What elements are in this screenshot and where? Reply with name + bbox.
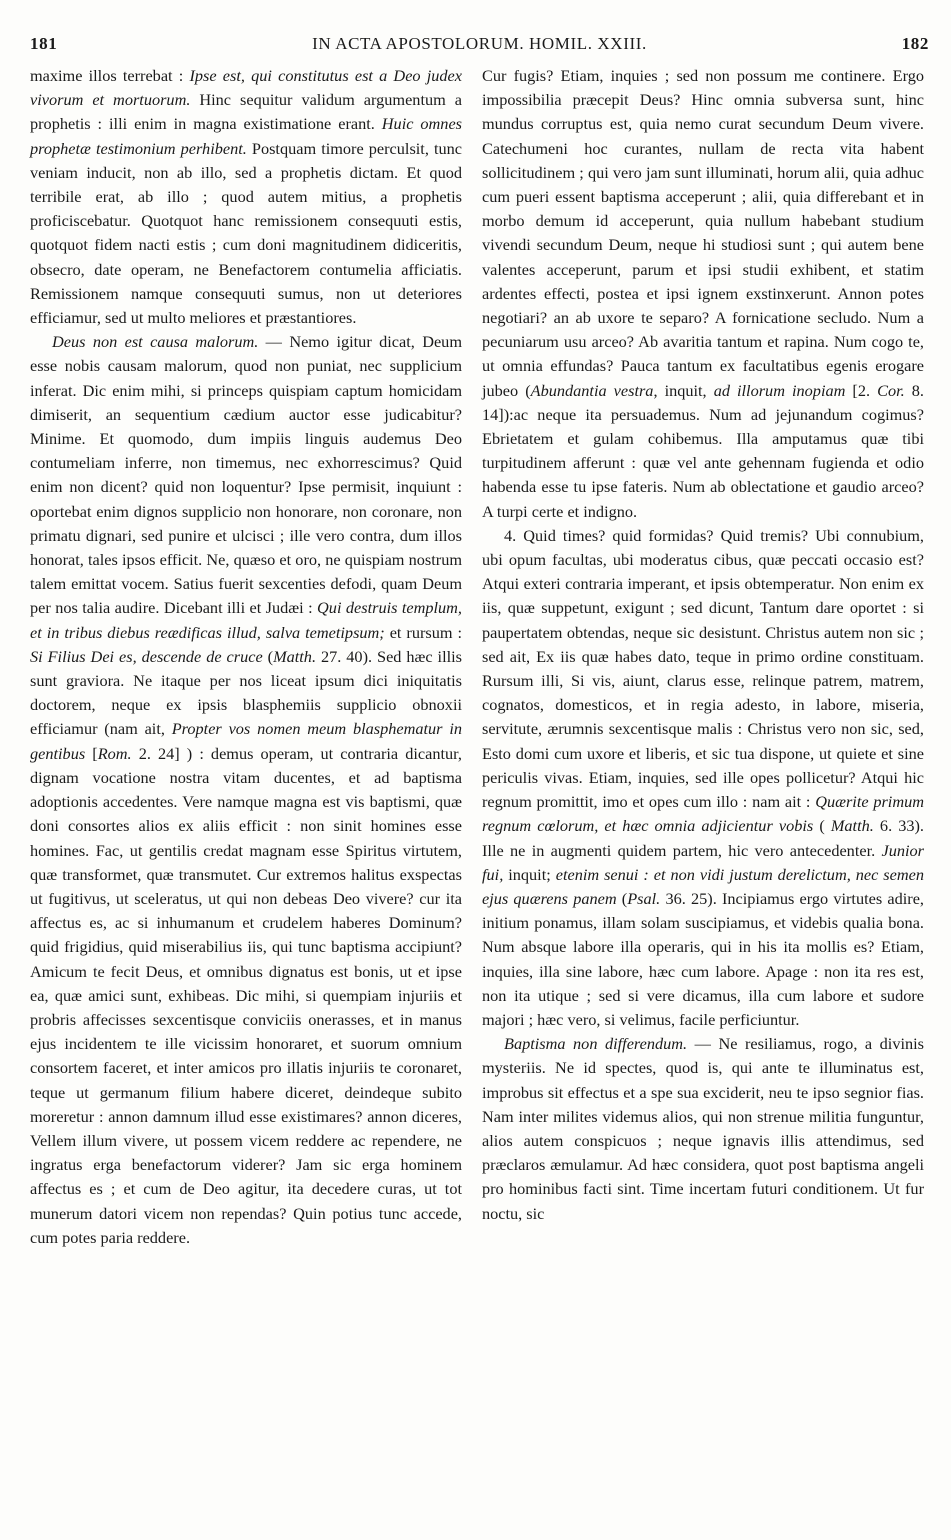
paragraph: maxime illos terrebat : Ipse est, qui constitutus est a Deo judex vivorum et mortuorum. Hinc sequitur validum argumentum a prophetis : illi enim in magna existimatione erant. Huic omnes prophetæ testimonium perhibent. Postquam timore perculsit, tunc veniam inducit, non ab illo, sed a prophetis dictam. Et quod terribile erat, ab illo ; quod autem mitius, a prophetis proficiscebatur. Quotquot hanc remissionem consequuti estis, quotquot fidem nacti estis ; cum doni magnitudinem didiceritis, obsecro, date operam, ne Benefactorem contumelia afficiatis. Remissionem namque consequuti sumus, non ut deteriores efficiamur, sed ut multo meliores et præstantiores. — [30, 66, 463, 328]
page-number-left: 181 — [30, 34, 58, 53]
section-heading: Baptisma non differendum. — [504, 1034, 688, 1054]
running-header — [30, 34, 929, 60]
left-column — [30, 64, 462, 1250]
paragraph: Cur fugis? Etiam, inquies ; sed non possum me continere. Ergo impossibilia præcepit Deus? Hinc omnia subversa sunt, hinc mundus corruptus est, quia nemo curat secundum Deum vivere. Catechumeni hoc curantes, nullam de recta vita habent sollicitudinem ; qui vero jam sunt illuminati, horum alii, quia adhuc cum pueri essent baptisma acceperunt ; alii, quia differebant et in morbo demum id acceperunt, quia nullum habebant studium vivendi secundum Deum, neque hi studiosi sunt ; qui autem bene valentes acceperunt, parum et ipsi studii exhibent, et statim ardentes effecti, postea et ipsi ignem exstinxerunt. Annon potes negotiari? an ab uxore te separo? A fornicatione secludo. Num a pecuniarum usu arceo? Ab avaritia tantum et rapina. Num cogo te, ut omnia effundas? Pauca tantum ex facultatibus egenis erogare jubeo (Abundantia vestra, inquit, ad illorum inopiam [2. Cor. 8. 14]):ac neque ita persuademus. Num ad jejunandum cogimus? Ebrietatem et gulam cohibemus. Illa amputamus quæ tibi turpitudinem afferunt : quæ vel ante gehennam fugienda et odio habenda esse tu ipse fateris. Num ab oblectatione et gaudio arceo? A turpi certe et indigno. — [482, 66, 924, 521]
running-title: IN ACTA APOSTOLORUM. HOMIL. XXIII. — [312, 34, 647, 53]
page-number-right: 182 — [901, 34, 929, 53]
paragraph: Deus non est causa malorum. — Nemo igitur dicat, Deum esse nobis causam malorum, quod non puniat, nec supplicium inferat. Dic enim mihi, si princeps quispiam captum homicidam dimiserit, an sequentium cædium auctor esse judicabitur? Minime. Et quomodo, dum impiis linguis audemus Deo contumeliam inferre, non timemus, nec exhorrescimus? Quid enim non dicent? quid non loquentur? Ipse permisit, inquiunt : oportebat enim dignos supplicio non honorare, non coronare, non primatu dignari, sed punire et ulcisci ; ille vero contra, dum illos honorat, tales ipsos efficit. Ne, quæso et oro, ne quispiam nostrum talem emittat vocem. Satius fuerit sexcenties defodi, quam Deum per nos talia audire. Dicebant illi et Judæi : Qui destruis templum, et in tribus diebus reædificas illud, salva temetipsum; et rursum : Si Filius Dei es, descende de cruce (Matth. 27. 40). Sed hæc illis sunt graviora. Ne itaque per nos liceat ipsum dici iniquitatis doctorem, neque ex ipsis blasphemiis supplicio obnoxii efficiamur (nam ait, Propter vos nomen meum blasphematur in gentibus [Rom. 2. 24] ) : demus operam, ut contraria dicantur, dignam vocatione nostra vitam ducentes, et ad baptisma adoptionis accedentes. Vere namque magna est vis baptismi, quæ doni consortes alios ex aliis efficit : non sinit homines esse homines. Fac, ut gentilis credat magnam esse Spiritus virtutem, quæ transformet, quæ transmutet. Cur extremos halitus exspectas ut fugitivus, ut sceleratus, ut qui non debeas Deo vivere? cur ita affectus es, ac si inhumanum et crudelem haberes Dominum? quid frigidius, quid miserabilius iis, qui tunc baptisma accipiunt? Amicum te fecit Deus, et omnibus dignatus est bonis, ut et ipse ea, quæ amici sunt, exhibeas. Dic mihi, si quempiam injuriis et probris affecisses sexcentisque conviciis onerasses, et in manus ejus incidentem te ille vicissim honoraret, et suorum omnium consortem faceret, et inter amicos pro illatis injuriis te coronaret, teque ut germanum filium habere diceret, deindeque subito moreretur : annon damnum illud esse existimares? annon diceres, Vellem illum vivere, ut possem vicem reddere ac rependere, ne ingratus erga benefactorum viderer? Jam sic erga hominem affectus es ; et cum de Deo agitur, ita decedere curas, ut tot munerum datori vicem non rependas? Quin potius tunc accede, cum potes paria reddere. — [30, 332, 463, 1247]
paragraph: Baptisma non differendum. — Ne resiliamus, rogo, a divinis mysteriis. Ne id spectes, quod is, qui ante te illuminatus est, improbus sit effectus et a spe sua exciderit, neu te ipso segnior fias. Nam inter milites videmus alios, qui non strenue militia funguntur, alios autem conspicuos ; neque ignavis illis attendimus, sed præclaros æmulamur. Ad hæc considera, quot post baptisma angeli pro hominibus facti sint. Time incertam futuri conditionem. Ut fur noctu, sic — [482, 1034, 924, 1223]
right-column — [482, 64, 924, 1226]
section-heading: Deus non est causa malorum. — [52, 332, 259, 352]
paragraph: 4. Quid times? quid formidas? Quid tremis? Ubi connubium, ubi opum facultas, ubi moderatus cibus, quæ peccati occasio est? Atqui exteri contraria imperant, et ipsis obtemperatur. Non enim ex iis, quæ suppetunt, exigunt ; sed dicunt, Tantum dare oportet : si paupertatem obtendas, neque sic desistunt. Christus autem non sic ; sed ait, Ex iis quæ habes dato, teque in primo ordine constituam. Rursum illi, Si vis, aiunt, clarus esse, relinque patrem, matrem, cognatos, domesticos, et in regia adesto, in labore, miseria, servitute, ærumnis sexcentisque malis : Christus vero non sic, sed, Esto domi cum uxore et liberis, et sic tua dispone, ut quiete et sine periculis vivas. Etiam, inquies, sed ille opes pollicetur? Atqui hic regnum promittit, imo et opes cum illo : nam ait : Quærite primum regnum cœlorum, et hæc omnia adjicientur vobis ( Matth. 6. 33). Ille ne in augmenti quidem partem, hic vero antecedenter. Junior fui, inquit; etenim senui : et non vidi justum derelictum, nec semen ejus quærens panem (Psal. 36. 25). Incipiamus ergo virtutes adire, initium ponamus, illam solam suscipiamus, et videbis qualia bona. Num absque labore illa operaris, qui in his ita mollis es? Etiam, inquies, illa sine labore, hæc cum labore. Apage : non ita res est, non ita utique ; sed si vere dicamus, illa cum labore et sudore majori ; hæc vero, si velimus, facile perficiuntur. — [482, 525, 924, 1029]
